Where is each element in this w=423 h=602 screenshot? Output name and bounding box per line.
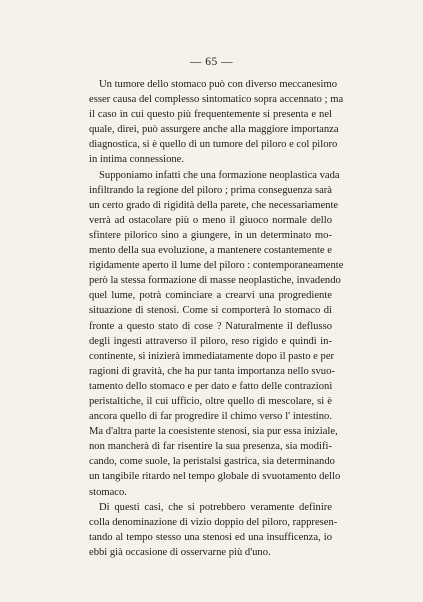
body-text [89, 77, 344, 560]
text-line: peristaltiche, il cui ufficio, oltre quello di mescolare, si è [89, 395, 332, 407]
text-line: in intima connessione. [89, 154, 185, 166]
text-line: quel lume, potrà cominciare a crearvi una progrediente [89, 290, 332, 302]
text-line: degli ingesti attraverso il piloro, reso rigido e quindi in- [89, 335, 332, 347]
text-line: rigidamente aperto il lume del piloro : contemporaneamente [89, 260, 344, 272]
text-line: Supponiamo infatti che una formazione neoplastica vada [99, 169, 340, 181]
text-line: però la stessa formazione di masse neoplastiche, invadendo [89, 275, 341, 287]
text-line: mento della sua evoluzione, a mantenere costantemente e [89, 245, 332, 257]
text-line: ancora quello di far progredire il chimo verso l' intestino. [89, 411, 332, 423]
text-line: Di questi casi, che si potrebbero veramente definire [99, 501, 332, 513]
text-line: verrà ad ostacolare più o meno il giuoco normale dello [89, 214, 332, 226]
text-line: sfintere pilorico sino a giungere, in un determinato mo- [89, 229, 332, 241]
text-line: continente, si inizierà immediatamente dopo il pasto e per [89, 350, 335, 362]
text-line: non mancherà di far risentire la sua presenza, sia modifi- [89, 441, 332, 453]
text-line: Un tumore dello stomaco può con diverso meccanesimo [99, 79, 338, 90]
text-line: ragioni di gravità, che ha pur tanta importanza nello svuo- [89, 365, 335, 377]
text-line: Ma d'altra parte la coesistente stenosi, sia pur essa iniziale, [89, 426, 338, 438]
text-line: un tangibile ritardo nel tempo globale di svuotamento dello [89, 471, 341, 483]
text-line: infiltrando la regione del piloro ; prima conseguenza sarà [89, 184, 332, 196]
text-line: un certo grado di rigidità della parete, che necessariamente [89, 199, 339, 211]
page-number: — 65 — [189, 56, 234, 68]
text-line: tando al tempo stesso una stenosi ed una insufficenza, io [89, 531, 332, 543]
text-line: situazione di stenosi. Come si comporterà lo stomaco di [89, 305, 332, 317]
text-line: quale, direi, può assurgere anche alla maggiore importanza [89, 124, 339, 136]
text-line: esser causa del complesso sintomatico sopra accennato ; ma [89, 94, 344, 106]
text-line: ebbi già occasione di osservarne più d'uno. [89, 546, 271, 558]
text-line: colla denominazione di vizio doppio del piloro, rappresen- [89, 516, 338, 528]
text-line: stomaco. [89, 486, 127, 498]
text-line: il caso in cui questo più frequentemente si presenta e nel [89, 109, 332, 121]
text-line: tamento dello stomaco e per dato e fatto delle contrazioni [89, 380, 333, 392]
text-line: diagnostica, si è quello di un tumore del piloro e col piloro [89, 139, 338, 151]
text-line: cando, come suole, la peristalsi gastrica, sia determinando [89, 456, 335, 468]
text-line: fronte a questo stato di cose ? Naturalmente il deflusso [89, 320, 332, 332]
